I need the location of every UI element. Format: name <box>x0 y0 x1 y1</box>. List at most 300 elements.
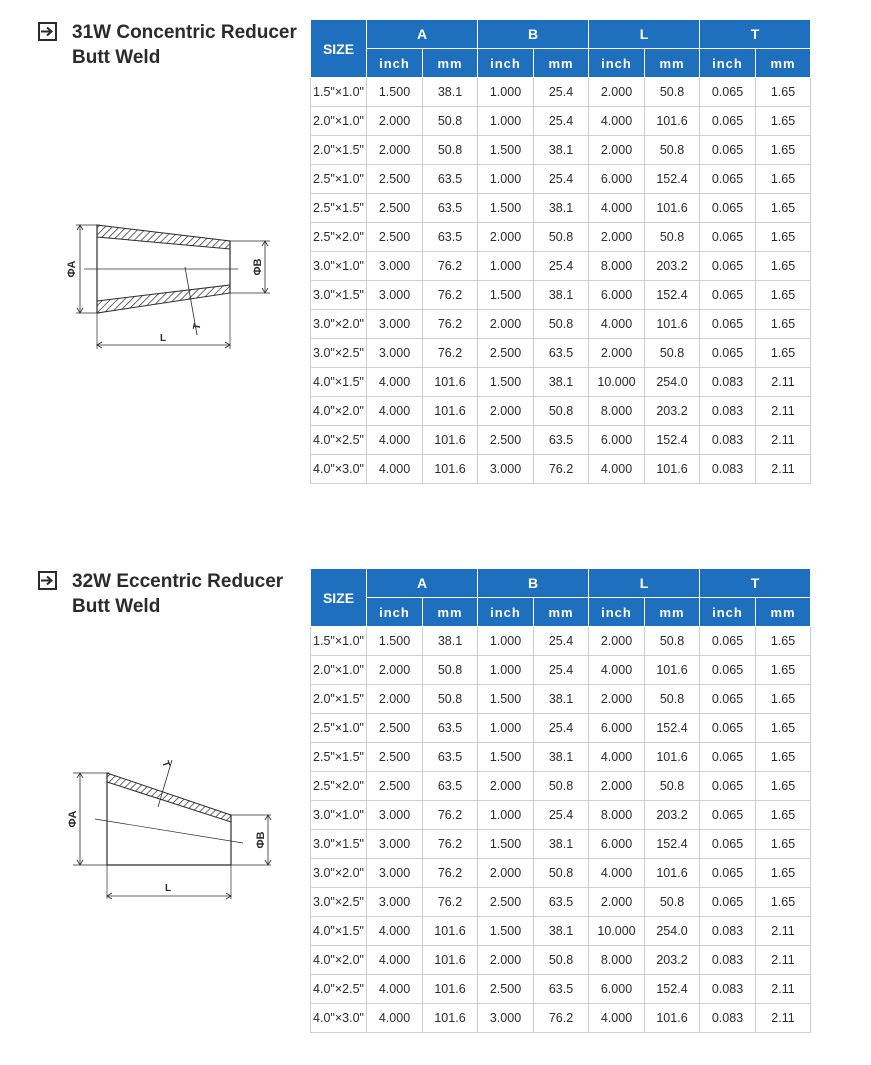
value-cell: 4.000 <box>589 743 645 772</box>
unit-header-mm: mm <box>756 49 811 78</box>
value-cell: 4.000 <box>367 917 423 946</box>
value-cell: 76.2 <box>423 859 478 888</box>
value-cell: 2.000 <box>589 888 645 917</box>
size-cell: 4.0"×3.0" <box>311 455 367 484</box>
value-cell: 2.000 <box>589 78 645 107</box>
size-cell: 1.5"×1.0" <box>311 78 367 107</box>
value-cell: 1.65 <box>756 281 811 310</box>
size-cell: 3.0"×2.0" <box>311 859 367 888</box>
value-cell: 4.000 <box>367 1004 423 1033</box>
value-cell: 76.2 <box>423 310 478 339</box>
value-cell: 2.000 <box>478 223 534 252</box>
value-cell: 2.500 <box>367 714 423 743</box>
label-phi-b: ΦB <box>252 258 264 276</box>
value-cell: 50.8 <box>534 397 589 426</box>
value-cell: 10.000 <box>589 917 645 946</box>
value-cell: 2.000 <box>367 656 423 685</box>
value-cell: 63.5 <box>423 223 478 252</box>
value-cell: 152.4 <box>645 426 700 455</box>
unit-header-inch: inch <box>478 49 534 78</box>
value-cell: 203.2 <box>645 397 700 426</box>
size-cell: 4.0"×1.5" <box>311 368 367 397</box>
value-cell: 76.2 <box>534 1004 589 1033</box>
value-cell: 1.500 <box>478 194 534 223</box>
value-cell: 254.0 <box>645 368 700 397</box>
value-cell: 0.065 <box>700 165 756 194</box>
value-cell: 50.8 <box>534 223 589 252</box>
value-cell: 0.065 <box>700 252 756 281</box>
size-cell: 2.5"×1.5" <box>311 743 367 772</box>
unit-header-mm: mm <box>423 49 478 78</box>
value-cell: 50.8 <box>645 627 700 656</box>
table-row <box>311 830 811 859</box>
value-cell: 0.083 <box>700 397 756 426</box>
value-cell: 50.8 <box>645 685 700 714</box>
value-cell: 3.000 <box>367 801 423 830</box>
value-cell: 1.500 <box>478 830 534 859</box>
value-cell: 2.000 <box>478 859 534 888</box>
value-cell: 101.6 <box>423 917 478 946</box>
reducer-body <box>84 225 238 313</box>
size-cell: 4.0"×3.0" <box>311 1004 367 1033</box>
value-cell: 38.1 <box>534 685 589 714</box>
table-row <box>311 397 811 426</box>
table-row <box>311 252 811 281</box>
table-row <box>311 772 811 801</box>
size-cell: 2.5"×2.0" <box>311 772 367 801</box>
value-cell: 101.6 <box>645 194 700 223</box>
value-cell: 152.4 <box>645 975 700 1004</box>
table-row <box>311 627 811 656</box>
value-cell: 0.065 <box>700 685 756 714</box>
title-line-1: 31W Concentric Reducer <box>72 22 297 43</box>
value-cell: 0.083 <box>700 975 756 1004</box>
size-cell: 3.0"×2.0" <box>311 310 367 339</box>
value-cell: 101.6 <box>645 107 700 136</box>
value-cell: 25.4 <box>534 801 589 830</box>
value-cell: 4.000 <box>589 1004 645 1033</box>
table-row <box>311 426 811 455</box>
value-cell: 4.000 <box>589 107 645 136</box>
value-cell: 203.2 <box>645 252 700 281</box>
value-cell: 0.065 <box>700 281 756 310</box>
value-cell: 4.000 <box>589 656 645 685</box>
value-cell: 2.000 <box>367 136 423 165</box>
label-l: L <box>159 333 167 344</box>
value-cell: 1.65 <box>756 339 811 368</box>
value-cell: 38.1 <box>534 743 589 772</box>
value-cell: 1.500 <box>478 685 534 714</box>
value-cell: 63.5 <box>534 975 589 1004</box>
label-phi-a: ΦA <box>66 260 78 278</box>
concentric-reducer-diagram <box>60 215 280 355</box>
size-cell: 2.5"×2.0" <box>311 223 367 252</box>
value-cell: 2.000 <box>478 310 534 339</box>
value-cell: 3.000 <box>367 281 423 310</box>
unit-header-inch: inch <box>367 598 423 627</box>
value-cell: 2.000 <box>367 685 423 714</box>
value-cell: 101.6 <box>423 455 478 484</box>
value-cell: 1.65 <box>756 136 811 165</box>
value-cell: 6.000 <box>589 830 645 859</box>
value-cell: 1.65 <box>756 194 811 223</box>
size-cell: 1.5"×1.0" <box>311 627 367 656</box>
unit-header-mm: mm <box>756 598 811 627</box>
value-cell: 0.065 <box>700 830 756 859</box>
value-cell: 0.065 <box>700 714 756 743</box>
value-cell: 2.11 <box>756 1004 811 1033</box>
value-cell: 152.4 <box>645 165 700 194</box>
value-cell: 2.000 <box>478 946 534 975</box>
reducer-body <box>95 773 243 865</box>
value-cell: 4.000 <box>589 310 645 339</box>
value-cell: 50.8 <box>423 107 478 136</box>
value-cell: 3.000 <box>367 310 423 339</box>
value-cell: 1.65 <box>756 252 811 281</box>
group-header-b: B <box>478 569 589 598</box>
value-cell: 76.2 <box>423 801 478 830</box>
value-cell: 50.8 <box>645 339 700 368</box>
value-cell: 76.2 <box>534 455 589 484</box>
value-cell: 50.8 <box>423 656 478 685</box>
group-header-t: T <box>700 20 811 49</box>
value-cell: 101.6 <box>423 1004 478 1033</box>
value-cell: 1.65 <box>756 772 811 801</box>
value-cell: 3.000 <box>478 1004 534 1033</box>
value-cell: 0.065 <box>700 801 756 830</box>
value-cell: 2.500 <box>478 975 534 1004</box>
value-cell: 0.065 <box>700 627 756 656</box>
value-cell: 3.000 <box>367 830 423 859</box>
size-cell: 2.5"×1.0" <box>311 165 367 194</box>
table-row <box>311 281 811 310</box>
value-cell: 63.5 <box>423 772 478 801</box>
value-cell: 101.6 <box>645 1004 700 1033</box>
value-cell: 63.5 <box>534 888 589 917</box>
value-cell: 1.000 <box>478 656 534 685</box>
value-cell: 3.000 <box>478 455 534 484</box>
value-cell: 8.000 <box>589 801 645 830</box>
value-cell: 2.500 <box>367 772 423 801</box>
value-cell: 6.000 <box>589 426 645 455</box>
value-cell: 4.000 <box>367 368 423 397</box>
table-row <box>311 917 811 946</box>
value-cell: 4.000 <box>589 194 645 223</box>
value-cell: 0.083 <box>700 946 756 975</box>
value-cell: 2.500 <box>478 339 534 368</box>
value-cell: 101.6 <box>645 310 700 339</box>
value-cell: 2.000 <box>589 136 645 165</box>
value-cell: 50.8 <box>645 78 700 107</box>
table-row <box>311 339 811 368</box>
value-cell: 0.083 <box>700 368 756 397</box>
value-cell: 2.000 <box>589 685 645 714</box>
value-cell: 50.8 <box>534 859 589 888</box>
unit-header-inch: inch <box>589 598 645 627</box>
section-heading-eccentric <box>38 569 283 619</box>
size-cell: 3.0"×1.5" <box>311 830 367 859</box>
table-row <box>311 888 811 917</box>
value-cell: 101.6 <box>423 975 478 1004</box>
size-cell: 2.0"×1.5" <box>311 136 367 165</box>
value-cell: 0.083 <box>700 455 756 484</box>
value-cell: 3.000 <box>367 888 423 917</box>
unit-header-mm: mm <box>534 49 589 78</box>
size-cell: 3.0"×1.0" <box>311 801 367 830</box>
value-cell: 76.2 <box>423 888 478 917</box>
table-row <box>311 455 811 484</box>
size-cell: 2.0"×1.0" <box>311 107 367 136</box>
value-cell: 2.500 <box>367 194 423 223</box>
value-cell: 1.65 <box>756 859 811 888</box>
unit-header-inch: inch <box>589 49 645 78</box>
unit-header-inch: inch <box>700 598 756 627</box>
value-cell: 50.8 <box>423 685 478 714</box>
value-cell: 63.5 <box>534 426 589 455</box>
value-cell: 0.083 <box>700 1004 756 1033</box>
value-cell: 1.000 <box>478 801 534 830</box>
value-cell: 1.000 <box>478 78 534 107</box>
label-phi-b: ΦB <box>255 831 267 849</box>
value-cell: 1.65 <box>756 830 811 859</box>
value-cell: 2.000 <box>589 339 645 368</box>
value-cell: 1.65 <box>756 743 811 772</box>
value-cell: 50.8 <box>645 223 700 252</box>
value-cell: 2.500 <box>478 888 534 917</box>
value-cell: 101.6 <box>645 656 700 685</box>
value-cell: 25.4 <box>534 252 589 281</box>
value-cell: 1.500 <box>367 627 423 656</box>
value-cell: 6.000 <box>589 281 645 310</box>
size-cell: 4.0"×1.5" <box>311 917 367 946</box>
value-cell: 1.65 <box>756 801 811 830</box>
table-row <box>311 223 811 252</box>
value-cell: 3.000 <box>367 339 423 368</box>
value-cell: 0.065 <box>700 656 756 685</box>
arrow-right-box-icon <box>38 22 57 41</box>
value-cell: 1.65 <box>756 78 811 107</box>
value-cell: 10.000 <box>589 368 645 397</box>
value-cell: 2.000 <box>478 772 534 801</box>
value-cell: 38.1 <box>534 136 589 165</box>
value-cell: 254.0 <box>645 917 700 946</box>
size-header: SIZE <box>311 569 367 627</box>
arrow-right-box-icon <box>38 571 57 590</box>
value-cell: 1.500 <box>478 743 534 772</box>
value-cell: 2.11 <box>756 455 811 484</box>
value-cell: 1.000 <box>478 714 534 743</box>
table-row <box>311 656 811 685</box>
value-cell: 101.6 <box>645 455 700 484</box>
size-cell: 2.5"×1.0" <box>311 714 367 743</box>
value-cell: 1.000 <box>478 252 534 281</box>
table-row <box>311 743 811 772</box>
value-cell: 0.065 <box>700 859 756 888</box>
value-cell: 1.65 <box>756 165 811 194</box>
value-cell: 38.1 <box>534 830 589 859</box>
size-cell: 2.0"×1.0" <box>311 656 367 685</box>
value-cell: 3.000 <box>367 859 423 888</box>
value-cell: 2.11 <box>756 946 811 975</box>
table-row <box>311 136 811 165</box>
value-cell: 0.065 <box>700 772 756 801</box>
label-phi-a: ΦA <box>67 810 79 828</box>
value-cell: 63.5 <box>423 194 478 223</box>
group-header-a: A <box>367 20 478 49</box>
value-cell: 152.4 <box>645 714 700 743</box>
value-cell: 1.65 <box>756 656 811 685</box>
value-cell: 6.000 <box>589 975 645 1004</box>
table-row <box>311 310 811 339</box>
value-cell: 76.2 <box>423 830 478 859</box>
unit-header-mm: mm <box>645 49 700 78</box>
value-cell: 0.083 <box>700 917 756 946</box>
size-cell: 2.0"×1.5" <box>311 685 367 714</box>
table-row <box>311 194 811 223</box>
table-row <box>311 1004 811 1033</box>
value-cell: 0.065 <box>700 78 756 107</box>
value-cell: 38.1 <box>534 194 589 223</box>
unit-header-inch: inch <box>478 598 534 627</box>
group-header-l: L <box>589 569 700 598</box>
value-cell: 1.500 <box>478 136 534 165</box>
value-cell: 101.6 <box>645 859 700 888</box>
value-cell: 2.000 <box>478 397 534 426</box>
value-cell: 0.065 <box>700 223 756 252</box>
value-cell: 4.000 <box>367 426 423 455</box>
value-cell: 101.6 <box>423 426 478 455</box>
table-row <box>311 714 811 743</box>
value-cell: 1.500 <box>367 78 423 107</box>
value-cell: 25.4 <box>534 78 589 107</box>
value-cell: 50.8 <box>645 888 700 917</box>
unit-header-mm: mm <box>423 598 478 627</box>
value-cell: 1.65 <box>756 888 811 917</box>
value-cell: 2.000 <box>367 107 423 136</box>
size-cell: 4.0"×2.5" <box>311 426 367 455</box>
label-t: T <box>191 322 204 331</box>
value-cell: 2.000 <box>589 223 645 252</box>
table-row <box>311 801 811 830</box>
value-cell: 0.065 <box>700 310 756 339</box>
value-cell: 38.1 <box>534 281 589 310</box>
value-cell: 76.2 <box>423 339 478 368</box>
value-cell: 101.6 <box>423 946 478 975</box>
value-cell: 1.65 <box>756 627 811 656</box>
value-cell: 2.500 <box>478 426 534 455</box>
value-cell: 4.000 <box>367 975 423 1004</box>
group-header-t: T <box>700 569 811 598</box>
section-title <box>72 20 297 70</box>
value-cell: 0.065 <box>700 888 756 917</box>
value-cell: 25.4 <box>534 656 589 685</box>
value-cell: 8.000 <box>589 252 645 281</box>
value-cell: 2.500 <box>367 743 423 772</box>
group-header-l: L <box>589 20 700 49</box>
value-cell: 2.11 <box>756 368 811 397</box>
value-cell: 152.4 <box>645 281 700 310</box>
value-cell: 0.065 <box>700 194 756 223</box>
eccentric-reducer-diagram <box>65 755 285 905</box>
value-cell: 1.000 <box>478 627 534 656</box>
value-cell: 38.1 <box>534 917 589 946</box>
size-cell: 3.0"×1.0" <box>311 252 367 281</box>
value-cell: 50.8 <box>423 136 478 165</box>
value-cell: 1.65 <box>756 107 811 136</box>
value-cell: 63.5 <box>423 743 478 772</box>
value-cell: 152.4 <box>645 830 700 859</box>
value-cell: 1.500 <box>478 368 534 397</box>
value-cell: 3.000 <box>367 252 423 281</box>
table-row <box>311 975 811 1004</box>
value-cell: 8.000 <box>589 946 645 975</box>
value-cell: 203.2 <box>645 801 700 830</box>
value-cell: 2.11 <box>756 917 811 946</box>
table-row <box>311 165 811 194</box>
value-cell: 2.11 <box>756 975 811 1004</box>
value-cell: 1.65 <box>756 685 811 714</box>
value-cell: 63.5 <box>423 165 478 194</box>
size-cell: 3.0"×2.5" <box>311 339 367 368</box>
section-heading-concentric <box>38 20 297 70</box>
value-cell: 4.000 <box>367 946 423 975</box>
title-line-2: Butt Weld <box>72 596 161 617</box>
value-cell: 63.5 <box>534 339 589 368</box>
table-row <box>311 685 811 714</box>
value-cell: 4.000 <box>589 859 645 888</box>
table-row <box>311 107 811 136</box>
size-cell: 4.0"×2.0" <box>311 946 367 975</box>
unit-header-mm: mm <box>645 598 700 627</box>
value-cell: 0.065 <box>700 339 756 368</box>
table-row <box>311 368 811 397</box>
value-cell: 50.8 <box>645 772 700 801</box>
value-cell: 0.065 <box>700 107 756 136</box>
value-cell: 25.4 <box>534 107 589 136</box>
value-cell: 6.000 <box>589 714 645 743</box>
value-cell: 38.1 <box>534 368 589 397</box>
value-cell: 25.4 <box>534 627 589 656</box>
value-cell: 4.000 <box>367 397 423 426</box>
table-row <box>311 78 811 107</box>
value-cell: 0.065 <box>700 743 756 772</box>
title-line-1: 32W Eccentric Reducer <box>72 571 284 592</box>
size-cell: 4.0"×2.0" <box>311 397 367 426</box>
value-cell: 50.8 <box>534 946 589 975</box>
value-cell: 50.8 <box>534 310 589 339</box>
value-cell: 2.11 <box>756 397 811 426</box>
value-cell: 38.1 <box>423 627 478 656</box>
group-header-a: A <box>367 569 478 598</box>
value-cell: 203.2 <box>645 946 700 975</box>
title-line-2: Butt Weld <box>72 47 161 68</box>
value-cell: 38.1 <box>423 78 478 107</box>
value-cell: 4.000 <box>589 455 645 484</box>
eccentric-spec-table <box>310 568 811 1033</box>
value-cell: 101.6 <box>423 368 478 397</box>
table-row <box>311 859 811 888</box>
value-cell: 8.000 <box>589 397 645 426</box>
size-cell: 3.0"×1.5" <box>311 281 367 310</box>
value-cell: 50.8 <box>534 772 589 801</box>
label-l: L <box>164 883 172 894</box>
size-cell: 4.0"×2.5" <box>311 975 367 1004</box>
table-body <box>311 78 811 484</box>
label-t: T <box>159 759 172 769</box>
value-cell: 1.65 <box>756 310 811 339</box>
value-cell: 63.5 <box>423 714 478 743</box>
value-cell: 4.000 <box>367 455 423 484</box>
